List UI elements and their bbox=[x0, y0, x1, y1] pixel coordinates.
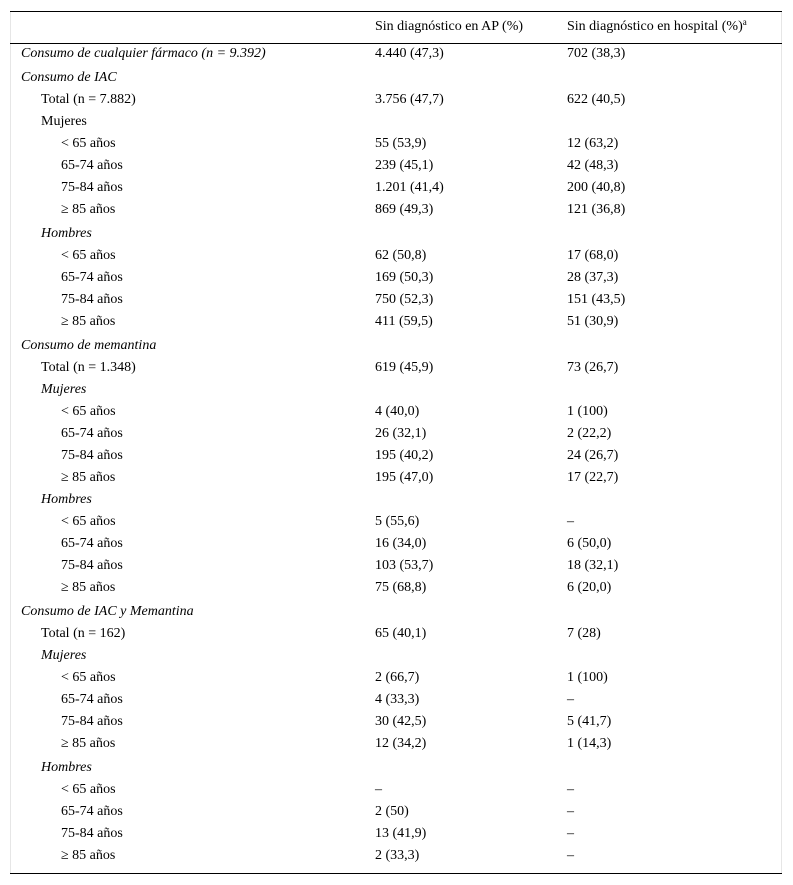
row-label: < 65 años bbox=[61, 404, 116, 419]
table-header-rule bbox=[10, 43, 782, 44]
row-label: < 65 años bbox=[61, 136, 116, 151]
cell-hospital: 702 (38,3) bbox=[567, 46, 626, 61]
cell-hospital: 51 (30,9) bbox=[567, 314, 619, 329]
row-label: Total (n = 162) bbox=[41, 626, 126, 641]
table-row bbox=[10, 269, 782, 291]
cell-hospital: 151 (43,5) bbox=[567, 292, 626, 307]
table-row bbox=[10, 135, 782, 157]
table-row bbox=[10, 579, 782, 601]
row-label: 65-74 años bbox=[61, 536, 123, 551]
table-row bbox=[10, 201, 782, 223]
table-bottom-rule bbox=[10, 873, 782, 874]
row-label: Consumo de IAC y Memantina bbox=[21, 604, 194, 619]
group-row bbox=[10, 359, 782, 381]
cell-hospital: 2 (22,2) bbox=[567, 426, 612, 441]
table-row bbox=[10, 179, 782, 201]
cell-ap: 5 (55,6) bbox=[375, 514, 420, 529]
cell-hospital: 1 (14,3) bbox=[567, 736, 612, 751]
header-ap: Sin diagnóstico en AP (%) bbox=[375, 19, 524, 34]
cell-ap: 195 (40,2) bbox=[375, 448, 434, 463]
cell-hospital: 121 (36,8) bbox=[567, 202, 626, 217]
cell-hospital: 1 (100) bbox=[567, 404, 608, 419]
section-row bbox=[10, 603, 782, 625]
row-label: 75-84 años bbox=[61, 558, 123, 573]
cell-ap: 3.756 (47,7) bbox=[375, 92, 444, 107]
row-label: ≥ 85 años bbox=[61, 848, 116, 863]
cell-ap: 4 (33,3) bbox=[375, 692, 420, 707]
row-label: ≥ 85 años bbox=[61, 580, 116, 595]
table-row bbox=[10, 157, 782, 179]
table-row bbox=[10, 535, 782, 557]
group-row bbox=[10, 113, 782, 135]
cell-hospital: 73 (26,7) bbox=[567, 360, 619, 375]
table-row bbox=[10, 425, 782, 447]
cell-hospital: 24 (26,7) bbox=[567, 448, 619, 463]
cell-hospital: – bbox=[567, 692, 574, 707]
cell-hospital: – bbox=[567, 514, 574, 529]
cell-ap: 30 (42,5) bbox=[375, 714, 427, 729]
cell-ap: 4.440 (47,3) bbox=[375, 46, 444, 61]
cell-ap: 2 (33,3) bbox=[375, 848, 420, 863]
row-label: 75-84 años bbox=[61, 826, 123, 841]
group-row bbox=[10, 647, 782, 669]
table-row bbox=[10, 557, 782, 579]
row-label: Consumo de cualquier fármaco (n = 9.392) bbox=[21, 46, 266, 61]
row-label: ≥ 85 años bbox=[61, 202, 116, 217]
cell-hospital: 6 (50,0) bbox=[567, 536, 612, 551]
row-label: ≥ 85 años bbox=[61, 736, 116, 751]
cell-ap: 869 (49,3) bbox=[375, 202, 434, 217]
cell-hospital: 12 (63,2) bbox=[567, 136, 619, 151]
cell-hospital: – bbox=[567, 826, 574, 841]
row-label: Hombres bbox=[41, 760, 92, 775]
cell-ap: 13 (41,9) bbox=[375, 826, 427, 841]
row-label: Total (n = 1.348) bbox=[41, 360, 136, 375]
cell-hospital: 200 (40,8) bbox=[567, 180, 626, 195]
table-row bbox=[10, 469, 782, 491]
cell-ap: 55 (53,9) bbox=[375, 136, 427, 151]
cell-ap: 239 (45,1) bbox=[375, 158, 434, 173]
cell-hospital: 5 (41,7) bbox=[567, 714, 612, 729]
row-label: 75-84 años bbox=[61, 448, 123, 463]
table-row bbox=[10, 691, 782, 713]
row-label: Mujeres bbox=[41, 648, 87, 663]
row-label: Consumo de IAC bbox=[21, 70, 117, 85]
cell-hospital: 1 (100) bbox=[567, 670, 608, 685]
cell-ap: 750 (52,3) bbox=[375, 292, 434, 307]
row-label: < 65 años bbox=[61, 670, 116, 685]
cell-hospital: – bbox=[567, 804, 574, 819]
table-row bbox=[10, 247, 782, 269]
section-row bbox=[10, 337, 782, 359]
cell-hospital: 28 (37,3) bbox=[567, 270, 619, 285]
cell-ap: 1.201 (41,4) bbox=[375, 180, 444, 195]
row-label: 75-84 años bbox=[61, 292, 123, 307]
cell-hospital: – bbox=[567, 848, 574, 863]
table-row bbox=[10, 313, 782, 335]
row-label: 65-74 años bbox=[61, 804, 123, 819]
cell-ap: 4 (40,0) bbox=[375, 404, 420, 419]
cell-hospital: 17 (68,0) bbox=[567, 248, 619, 263]
cell-hospital: 622 (40,5) bbox=[567, 92, 626, 107]
row-label: 75-84 años bbox=[61, 180, 123, 195]
cell-hospital: 17 (22,7) bbox=[567, 470, 619, 485]
cell-ap: 26 (32,1) bbox=[375, 426, 427, 441]
cell-ap: 619 (45,9) bbox=[375, 360, 434, 375]
row-label: 65-74 años bbox=[61, 692, 123, 707]
cell-ap: 169 (50,3) bbox=[375, 270, 434, 285]
cell-ap: 195 (47,0) bbox=[375, 470, 434, 485]
row-label: < 65 años bbox=[61, 514, 116, 529]
cell-ap: 65 (40,1) bbox=[375, 626, 427, 641]
table-row bbox=[10, 447, 782, 469]
cell-ap: 75 (68,8) bbox=[375, 580, 427, 595]
group-row bbox=[10, 91, 782, 113]
table-row bbox=[10, 513, 782, 535]
group-row bbox=[10, 625, 782, 647]
row-label: 65-74 años bbox=[61, 270, 123, 285]
group-row bbox=[10, 381, 782, 403]
table-row bbox=[10, 291, 782, 313]
table-top-rule bbox=[10, 11, 782, 12]
table-row bbox=[10, 735, 782, 757]
row-label: < 65 años bbox=[61, 782, 116, 797]
row-label: Hombres bbox=[41, 492, 92, 507]
cell-ap: 2 (66,7) bbox=[375, 670, 420, 685]
table-row bbox=[10, 803, 782, 825]
row-label: < 65 años bbox=[61, 248, 116, 263]
cell-ap: 411 (59,5) bbox=[375, 314, 433, 329]
cell-hospital: – bbox=[567, 782, 574, 797]
header-hospital-footnote: a bbox=[742, 17, 747, 27]
group-row bbox=[10, 759, 782, 781]
group-row bbox=[10, 225, 782, 247]
cell-ap: 12 (34,2) bbox=[375, 736, 427, 751]
cell-hospital: 18 (32,1) bbox=[567, 558, 619, 573]
cell-hospital: 6 (20,0) bbox=[567, 580, 612, 595]
row-label: 75-84 años bbox=[61, 714, 123, 729]
cell-ap: 62 (50,8) bbox=[375, 248, 427, 263]
cell-hospital: 7 (28) bbox=[567, 626, 601, 641]
row-label: Mujeres bbox=[41, 382, 87, 397]
table-row bbox=[10, 669, 782, 691]
cell-ap: 103 (53,7) bbox=[375, 558, 434, 573]
row-label: ≥ 85 años bbox=[61, 314, 116, 329]
cell-hospital: 42 (48,3) bbox=[567, 158, 619, 173]
table-row bbox=[10, 825, 782, 847]
table-row bbox=[10, 403, 782, 425]
row-label: 65-74 años bbox=[61, 426, 123, 441]
cell-ap: 2 (50) bbox=[375, 804, 409, 819]
table-row bbox=[10, 847, 782, 869]
table-row bbox=[10, 781, 782, 803]
header-hospital-label: Sin diagnóstico en hospital (%) bbox=[567, 19, 743, 34]
row-label: Hombres bbox=[41, 226, 92, 241]
cell-ap: – bbox=[375, 782, 382, 797]
section-row bbox=[10, 45, 782, 67]
row-label: ≥ 85 años bbox=[61, 470, 116, 485]
row-label: Mujeres bbox=[41, 114, 87, 129]
header-hospital bbox=[567, 19, 747, 35]
row-label: Consumo de memantina bbox=[21, 338, 157, 353]
row-label: 65-74 años bbox=[61, 158, 123, 173]
row-label: Total (n = 7.882) bbox=[41, 92, 136, 107]
section-row bbox=[10, 69, 782, 91]
table-row bbox=[10, 713, 782, 735]
cell-ap: 16 (34,0) bbox=[375, 536, 427, 551]
group-row bbox=[10, 491, 782, 513]
